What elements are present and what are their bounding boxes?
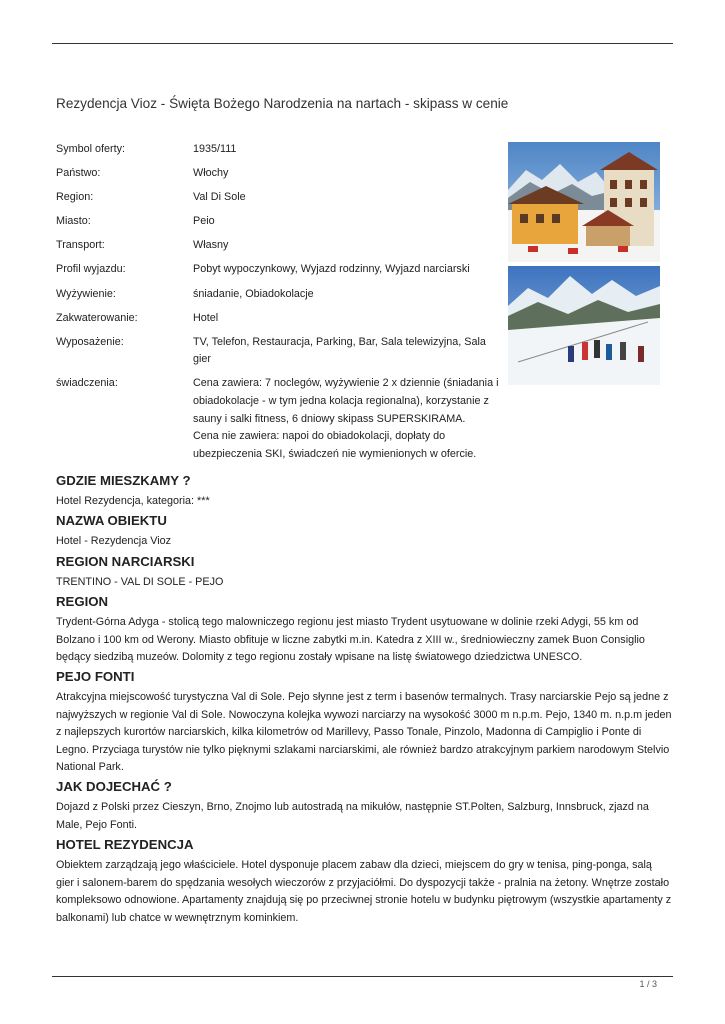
section-text: Hotel Rezydencja, kategoria: *** [56,495,210,507]
section-heading: PEJO FONTI [56,669,135,685]
info-value: śniadanie, Obiadokolacje [193,287,314,300]
info-row [56,375,506,463]
info-row [56,334,506,369]
section-heading: REGION [56,594,109,610]
info-value: Hotel [193,311,219,324]
price-includes-text: Cena zawiera: 7 noclegów, wyżywienie 2 x dziennie (śniadania i obiadokolacje - w tym jedna kolacja regionalna), korzystanie z sauny i salki fitness, 6 dniowy skipass SUPERSKIRAMA. [193,377,499,425]
hotel-photo [508,142,660,262]
info-label: Wyposażenie: [56,335,124,348]
info-label: świadczenia: [56,377,118,390]
offer-info-table [56,141,506,470]
info-row [56,189,506,207]
info-row [56,165,506,183]
info-value: Włochy [193,167,229,180]
price-excludes-text: Cena nie zawiera: napoi do obiadokolacji, dopłaty do ubezpieczenia SKI, świadczeń nie wymienionych w ofercie. [193,430,477,460]
info-label: Symbol oferty: [56,143,126,155]
section-text: Obiektem zarządzają jego właściciele. Hotel dysponuje placem zabaw dla dzieci, miejscem do gry w tenisa, ping-ponga, salą gier i salonem-barem do spędzania wesołych wieczorów z przyjaciółmi. Do dyspozycji także - pralnia na żetony. Wnętrze zostało kompleksowo odnowione. Apartamenty znajdują się po przeciwnej stronie hotelu w budynku piętrowym (wszystkie apartamenty z balkonami) lub chatce w wewnętrznym kominkiem. [56,859,672,924]
section-text: Atrakcyjna miejscowość turystyczna Val di Sole. Pejo słynne jest z term i basenów termalnych. Trasy narciarskie Pejo są jedne z najwyższych w regionie Val di Sole. Nowoczyna kolejka wywozi narciarzy na wysokość 3000 m n.p.m. Pejo, 1340 m. n.p.m jeden z najlepszych kurortów narciarskich, kilka kilometrów od Marillevy, Passo Tonale, Pinzolo, Madonna di Campiglio i Ponte di Legno. Przyciaga turystów nie tylko pięknymi szlakami narciarskimi, ale również bardzo atrakcyjnym parkiem narodowym Stelvio National Park. [56,691,672,774]
top-rule [52,43,673,44]
info-label: Region: [56,191,94,204]
info-label: Profil wyjazdu: [56,263,126,276]
info-row [56,141,506,159]
section-text: Trydent-Górna Adyga - stolicą tego malowniczego regionu jest miasto Trydent usytuowane w dolinie rzeki Adygi, 55 km od Bolzano i 100 km od Werony. Miasto obfituje w liczne zabytki m.in. Katedra z XIII w., średniowieczny zamek Buon Consiglio będący siedzibą muzeów. Dolomity z tego regionu zostały wpisane na listę światowego dziedzictwa UNESCO. [56,616,645,664]
page-title: Rezydencja Vioz - Święta Bożego Narodzenia na nartach - skipass w cenie [56,96,509,111]
info-value: 1935/111 [193,143,237,155]
info-value: Własny [193,239,229,252]
section-text: TRENTINO - VAL DI SOLE - PEJO [56,575,224,588]
info-row [56,261,506,279]
section-heading: REGION NARCIARSKI [56,553,195,569]
section-text: Dojazd z Polski przez Cieszyn, Brno, Znojmo lub autostradą na mikułów, następnie ST.Polten, Salzburg, Innsbruck, zjazd na Male, Pejo Fonti. [56,801,649,831]
section-heading: NAZWA OBIEKTU [56,513,167,529]
section-heading: JAK DOJECHAĆ ? [56,779,172,795]
info-value: Val Di Sole [193,191,246,204]
info-label: Zakwaterowanie: [56,311,138,324]
info-label: Miasto: [56,215,91,228]
page-number: 1 / 3 [639,979,657,989]
section-text: Hotel - Rezydencja Vioz [56,535,172,548]
info-row [56,310,506,328]
ski-slope-photo [508,266,660,385]
info-row [56,237,506,255]
offer-content [56,472,672,929]
info-label: Państwo: [56,167,101,180]
info-label: Transport: [56,239,105,252]
info-value [193,375,504,463]
info-row [56,286,506,304]
info-value: Peio [193,215,215,228]
info-label: Wyżywienie: [56,287,116,300]
section-heading: HOTEL REZYDENCJA [56,837,194,853]
section-heading: GDZIE MIESZKAMY ? [56,473,191,488]
info-value: Pobyt wypoczynkowy, Wyjazd rodzinny, Wyjazd narciarski [193,263,470,276]
info-value: TV, Telefon, Restauracja, Parking, Bar, Sala telewizyjna, Sala gier [193,335,486,366]
bottom-rule [52,976,673,977]
info-row [56,213,506,231]
